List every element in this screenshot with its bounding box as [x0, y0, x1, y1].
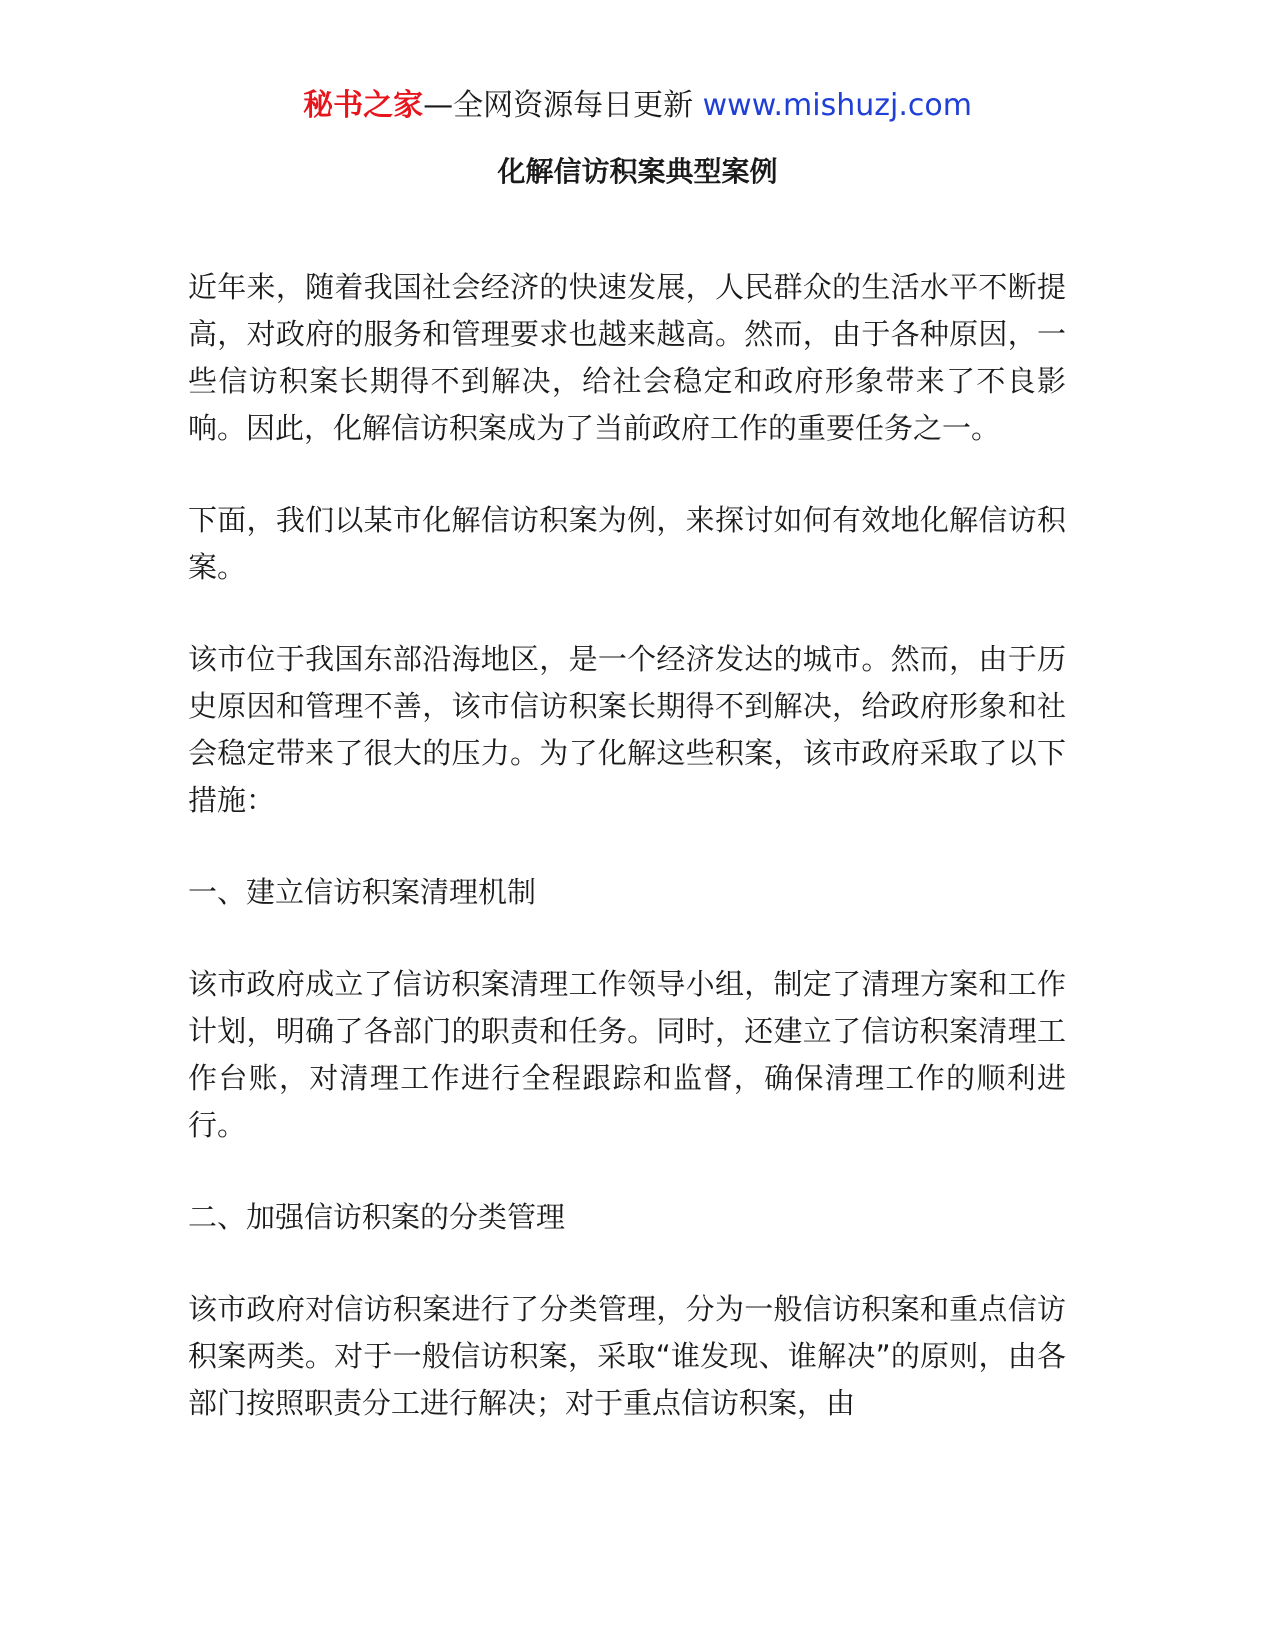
paragraph-classification: 该市政府对信访积案进行了分类管理，分为一般信访积案和重点信访积案两类。对于一般信访积案，采取“谁发现、谁解决”的原则，由各部门按照职责分工进行解决；对于重点信访积案，由 — [188, 1292, 1066, 1420]
header-tagline: —全网资源每日更新 — [423, 88, 703, 123]
paragraph-intro: 近年来，随着我国社会经济的快速发展，人民群众的生活水平不断提高，对政府的服务和管理要求也越来越高。然而，由于各种原因，一些信访积案长期得不到解决，给社会稳定和政府形象带来了不良影响。因此，化解信访积案成为了当前政府工作的重要任务之一。 — [188, 270, 1066, 445]
brand-name: 秘书之家 — [303, 88, 424, 123]
paragraph-mechanism: 该市政府成立了信访积案清理工作领导小组，制定了清理方案和工作计划，明确了各部门的职责和任务。同时，还建立了信访积案清理工作台账，对清理工作进行全程跟踪和监督，确保清理工作的顺利进行。 — [188, 967, 1066, 1142]
document-title: 化解信访积案典型案例 — [497, 155, 778, 188]
section-heading-1: 一、建立信访积案清理机制 — [188, 875, 537, 909]
site-header — [0, 86, 1275, 126]
paragraph-example: 下面，我们以某市化解信访积案为例，来探讨如何有效地化解信访积案。 — [188, 503, 1066, 584]
document-body — [188, 264, 1066, 1472]
paragraph-city: 该市位于我国东部沿海地区，是一个经济发达的城市。然而，由于历史原因和管理不善，该市信访积案长期得不到解决，给政府形象和社会稳定带来了很大的压力。为了化解这些积案，该市政府采取了以下措施： — [188, 642, 1066, 817]
section-heading-2: 二、加强信访积案的分类管理 — [188, 1200, 566, 1234]
site-url-link[interactable]: www.mishuzj.com — [702, 88, 972, 123]
